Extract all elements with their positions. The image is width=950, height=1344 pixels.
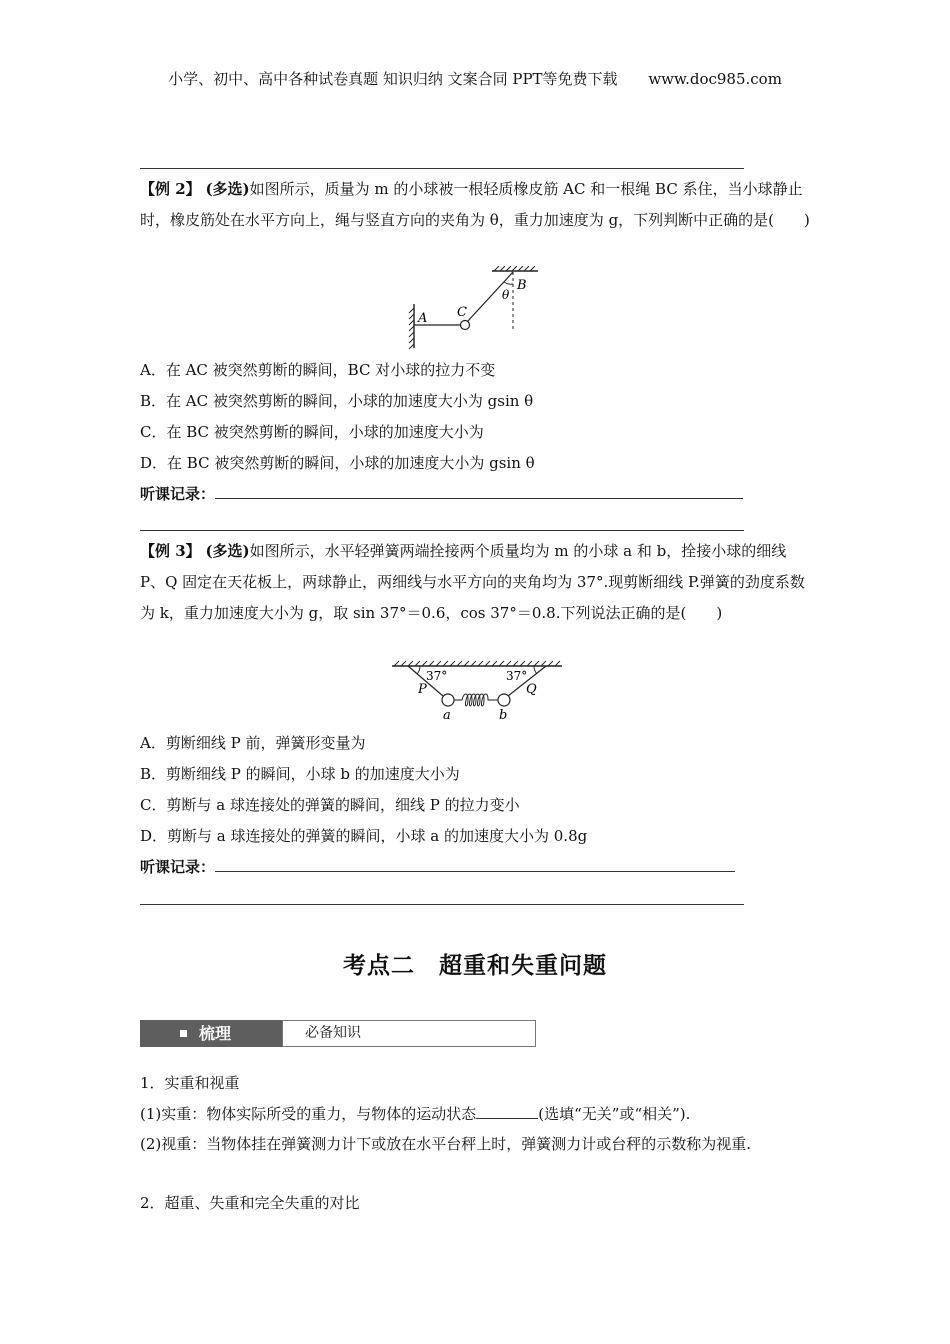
ex2-figure bbox=[404, 266, 544, 350]
ex3-option-a: A．剪断细线 P 前，弹簧形变量为 bbox=[140, 734, 366, 752]
ex2-option-d: D．在 BC 被突然剪断的瞬间，小球的加速度大小为 gsin θ bbox=[140, 454, 535, 472]
ex3-tag: (多选) bbox=[205, 542, 250, 560]
ex3-stem bbox=[140, 536, 812, 629]
banner-light bbox=[282, 1020, 536, 1047]
header-text: 小学、初中、高中各种试卷真题 知识归纳 文案合同 PPT等免费下载 bbox=[168, 70, 618, 88]
item-1: 1．实重和视重 bbox=[140, 1074, 240, 1092]
item-1b: (2)视重：当物体挂在弹簧测力计下或放在水平台秤上时，弹簧测力计或台秤的示数称为视重. bbox=[140, 1135, 752, 1153]
ex3-notes bbox=[140, 856, 735, 878]
ex2-option-c: C．在 BC 被突然剪断的瞬间，小球的加速度大小为 bbox=[140, 423, 484, 441]
divider bbox=[140, 530, 744, 531]
ex2-notes-label: 听课记录： bbox=[140, 485, 216, 503]
banner-light-label: 必备知识 bbox=[305, 1025, 361, 1041]
ex3-label-a: a bbox=[443, 708, 451, 723]
square-icon bbox=[180, 1030, 187, 1037]
ex3-label: 【例 3】 bbox=[140, 542, 201, 560]
divider bbox=[140, 904, 744, 905]
ex2-stem bbox=[140, 174, 812, 236]
divider bbox=[140, 168, 744, 169]
ex3-notes-blank[interactable] bbox=[215, 857, 735, 872]
ex2-option-b: B．在 AC 被突然剪断的瞬间，小球的加速度大小为 gsin θ bbox=[140, 392, 534, 410]
banner-dark bbox=[140, 1020, 282, 1047]
item-1a-post: (选填“无关”或“相关”). bbox=[538, 1105, 691, 1123]
ex2-label-A: A bbox=[418, 311, 428, 326]
ex2-tag: (多选) bbox=[205, 180, 250, 198]
ex3-option-d: D．剪断与 a 球连接处的弹簧的瞬间，小球 a 的加速度大小为 0.8g bbox=[140, 827, 588, 845]
ex2-label: 【例 2】 bbox=[140, 180, 201, 198]
ex3-label-Q: Q bbox=[526, 682, 537, 697]
ex3-question: 如图所示，水平轻弹簧两端拴接两个质量均为 m 的小球 a 和 b，拴接小球的细线 P、Q 固定在天花板上，两球静止，两细线与水平方向的夹角均为 37°.现剪断细线 P.弹簧的劲度系数为 k，重力加速度大小为 g，取 sin 37°＝0.6，cos 37°＝0.8.下列说法正确的是( ) bbox=[140, 542, 805, 622]
ex2-label-C: C bbox=[457, 305, 467, 320]
item-2: 2．超重、失重和完全失重的对比 bbox=[140, 1194, 360, 1212]
ex2-question: 如图所示，质量为 m 的小球被一根轻质橡皮筋 AC 和一根绳 BC 系住，当小球静止时，橡皮筋处在水平方向上，绳与竖直方向的夹角为 θ，重力加速度为 g，下列判断中正确的是( ) bbox=[140, 180, 810, 229]
item-1a-blank[interactable] bbox=[476, 1104, 538, 1119]
ex3-label-b: b bbox=[499, 708, 508, 723]
item-1a bbox=[140, 1103, 690, 1125]
page-header bbox=[0, 68, 950, 89]
ex2-notes bbox=[140, 483, 743, 505]
section-banner bbox=[140, 1020, 516, 1052]
ex3-label-P: P bbox=[418, 682, 427, 697]
section-title: 考点二 超重和失重问题 bbox=[343, 953, 607, 979]
ex3-angle-left: 37° bbox=[426, 669, 448, 683]
ex3-angle-right: 37° bbox=[506, 669, 528, 683]
ex2-label-theta: θ bbox=[502, 288, 510, 302]
ex3-option-b: B．剪断细线 P 的瞬间，小球 b 的加速度大小为 bbox=[140, 765, 460, 783]
banner-dark-label: 梳理 bbox=[199, 1024, 232, 1043]
header-site: www.doc985.com bbox=[648, 70, 782, 88]
ex3-notes-label: 听课记录： bbox=[140, 858, 216, 876]
ex3-option-c: C．剪断与 a 球连接处的弹簧的瞬间，细线 P 的拉力变小 bbox=[140, 796, 520, 814]
ex3-figure bbox=[388, 658, 566, 724]
ex2-option-a: A．在 AC 被突然剪断的瞬间，BC 对小球的拉力不变 bbox=[140, 361, 496, 379]
ex2-label-B: B bbox=[517, 278, 527, 293]
ex2-notes-blank[interactable] bbox=[215, 484, 743, 499]
item-1a-pre: (1)实重：物体实际所受的重力，与物体的运动状态 bbox=[140, 1105, 477, 1123]
